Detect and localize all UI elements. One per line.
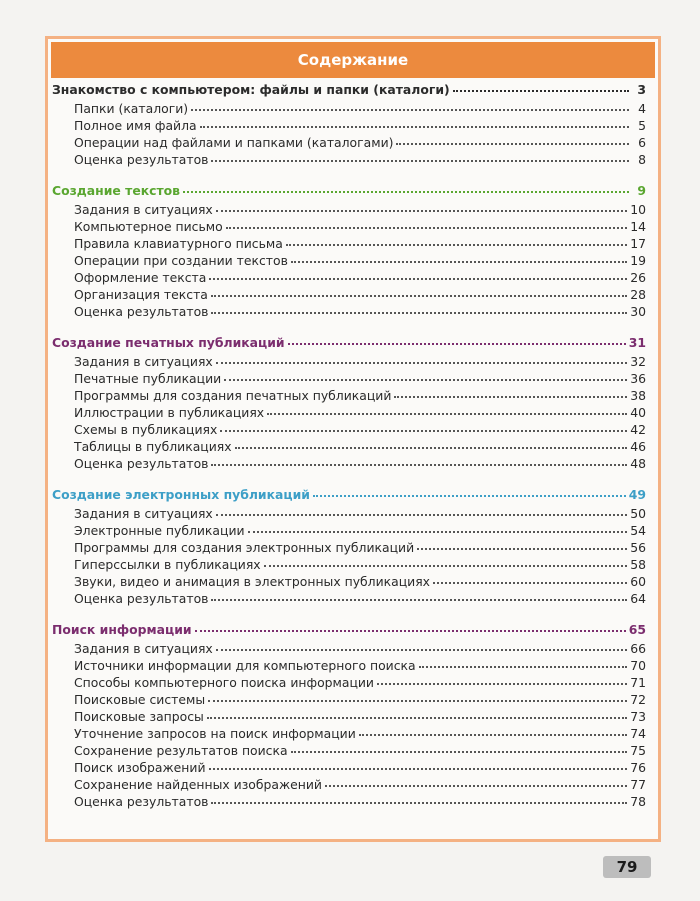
toc-entry-title: Уточнение запросов на поиск информации (74, 726, 356, 741)
section-gap (52, 320, 646, 333)
toc-entry-page: 50 (630, 506, 646, 521)
dot-leader (396, 133, 629, 145)
toc-entry-page: 28 (630, 287, 646, 302)
dot-leader (200, 116, 629, 128)
dot-leader (211, 792, 627, 804)
dot-leader (216, 352, 627, 364)
toc-entry-page: 36 (630, 371, 646, 386)
toc-entry-page: 77 (630, 777, 646, 792)
dot-leader (286, 234, 627, 246)
dot-leader (235, 437, 628, 449)
dot-leader (291, 741, 628, 753)
toc-entry-title: Источники информации для компьютерного поиска (74, 658, 416, 673)
toc-entry-title: Схемы в публикациях (74, 422, 218, 437)
dot-leader (208, 690, 627, 702)
toc-entry-page: 30 (630, 304, 646, 319)
toc-entry-title: Задания в ситуациях (74, 202, 213, 217)
toc-entry-page: 54 (630, 523, 646, 538)
page-number-badge (603, 856, 651, 878)
toc-entry-title: Операции над файлами и папками (каталогами) (74, 135, 394, 150)
toc-entry-title: Компьютерное письмо (74, 219, 223, 234)
toc-section-title: Создание печатных публикаций (52, 335, 285, 350)
toc-entry-title: Поисковые запросы (74, 709, 204, 724)
toc-header (51, 42, 655, 78)
toc-entry[interactable] (52, 556, 646, 573)
toc-entry-title: Организация текста (74, 287, 208, 302)
toc-entry-page: 14 (630, 219, 646, 234)
dot-leader (226, 217, 628, 229)
toc-section-page: 65 (628, 622, 646, 637)
dot-leader (453, 80, 629, 92)
toc-entry[interactable] (52, 539, 646, 556)
dot-leader (209, 268, 627, 280)
toc-entry-page: 38 (630, 388, 646, 403)
toc-entry[interactable] (52, 590, 646, 607)
toc-entry-title: Способы компьютерного поиска информации (74, 675, 374, 690)
toc-entry-title: Иллюстрации в публикациях (74, 405, 265, 420)
dot-leader (264, 555, 628, 567)
toc-entry-page: 74 (630, 726, 646, 741)
toc-entry[interactable] (52, 455, 646, 472)
toc-section-title: Поиск информации (52, 622, 192, 637)
toc-entry[interactable] (52, 505, 646, 522)
toc-entry-page: 76 (630, 760, 646, 775)
toc-entry-page: 46 (630, 439, 646, 454)
toc-entry[interactable] (52, 674, 646, 691)
dot-leader (417, 538, 627, 550)
toc-entry-title: Оценка результатов (74, 794, 209, 809)
toc-entry[interactable] (52, 421, 646, 438)
toc-entry[interactable] (52, 640, 646, 657)
dot-leader (291, 251, 627, 263)
dot-leader (209, 758, 628, 770)
toc-entry[interactable] (52, 522, 646, 539)
toc-entry-title: Сохранение найденных изображений (74, 777, 322, 792)
toc-entry[interactable] (52, 252, 646, 269)
toc-entry-title: Таблицы в публикациях (74, 439, 232, 454)
dot-leader (419, 656, 628, 668)
dot-leader (359, 724, 627, 736)
dot-leader (211, 150, 629, 162)
dot-leader (248, 521, 628, 533)
toc-entry-page: 66 (630, 641, 646, 656)
toc-entry-title: Задания в ситуациях (74, 506, 213, 521)
toc-section-heading[interactable] (52, 80, 646, 100)
toc-entry[interactable] (52, 742, 646, 759)
toc-entry-page: 78 (630, 794, 646, 809)
toc-entry[interactable] (52, 201, 646, 218)
toc-entry-title: Оценка результатов (74, 152, 209, 167)
toc-section-title: Создание текстов (52, 183, 181, 198)
toc-entry[interactable] (52, 370, 646, 387)
toc-section-heading[interactable] (52, 181, 646, 201)
dot-leader (313, 485, 626, 497)
toc-entry[interactable] (52, 235, 646, 252)
toc-entry-page: 70 (630, 658, 646, 673)
toc-entry-page: 75 (630, 743, 646, 758)
toc-entry-title: Задания в ситуациях (74, 641, 213, 656)
toc-section-heading[interactable] (52, 333, 646, 353)
toc-entry[interactable] (52, 353, 646, 370)
toc-entry[interactable] (52, 218, 646, 235)
toc-entry-title: Правила клавиатурного письма (74, 236, 283, 251)
toc-entry[interactable] (52, 776, 646, 793)
toc-entry-title: Оформление текста (74, 270, 207, 285)
dot-leader (267, 403, 627, 415)
toc-entry[interactable] (52, 793, 646, 810)
toc-entry-title: Программы для создания электронных публикаций (74, 540, 415, 555)
toc-entry-page: 5 (638, 118, 646, 133)
toc-entry[interactable] (52, 573, 646, 590)
toc-section-heading[interactable] (52, 620, 646, 640)
dot-leader (433, 572, 627, 584)
dot-leader (211, 589, 627, 601)
toc-entry-page: 58 (630, 557, 646, 572)
toc-entry-page: 72 (630, 692, 646, 707)
toc-entry[interactable] (52, 708, 646, 725)
dot-leader (288, 333, 626, 345)
toc-entry-title: Папки (каталоги) (74, 101, 189, 116)
toc-entry-page: 48 (630, 456, 646, 471)
toc-entry-page: 40 (630, 405, 646, 420)
dot-leader (220, 420, 627, 432)
toc-entry[interactable] (52, 286, 646, 303)
toc-section-page: 49 (628, 487, 646, 502)
toc-entry-title: Печатные публикации (74, 371, 222, 386)
toc-entry-title: Гиперссылки в публикациях (74, 557, 261, 572)
dot-leader (211, 285, 627, 297)
toc-entry[interactable] (52, 100, 646, 117)
toc-entry-page: 6 (638, 135, 646, 150)
dot-leader (216, 504, 627, 516)
toc-entry[interactable] (52, 691, 646, 708)
toc-entry[interactable] (52, 438, 646, 455)
toc-entry-page: 4 (638, 101, 646, 116)
toc-section-title: Создание электронных публикаций (52, 487, 310, 502)
toc-section-title: Знакомство с компьютером: файлы и папки (каталоги) (52, 82, 450, 97)
toc-entry-page: 19 (630, 253, 646, 268)
toc-entry-title: Программы для создания печатных публикаций (74, 388, 392, 403)
toc-entry-page: 56 (630, 540, 646, 555)
toc-entry[interactable] (52, 117, 646, 134)
toc-entry-title: Полное имя файла (74, 118, 197, 133)
section-gap (52, 607, 646, 620)
toc-entry-title: Оценка результатов (74, 456, 209, 471)
toc-entry-title: Звуки, видео и анимация в электронных публикациях (74, 574, 431, 589)
dot-leader (211, 302, 627, 314)
toc-entry[interactable] (52, 151, 646, 168)
toc-entry-title: Оценка результатов (74, 591, 209, 606)
toc-section-heading[interactable] (52, 485, 646, 505)
dot-leader (211, 454, 627, 466)
section-gap (52, 168, 646, 181)
toc-entry-title: Поиск изображений (74, 760, 206, 775)
dot-leader (195, 620, 626, 632)
toc-entry[interactable] (52, 759, 646, 776)
toc-section-page: 3 (637, 82, 646, 97)
toc-section-page: 31 (628, 335, 646, 350)
toc-section-page: 9 (637, 183, 646, 198)
toc-entry-page: 73 (630, 709, 646, 724)
toc-entry-title: Поисковые системы (74, 692, 206, 707)
toc-entry-page: 26 (630, 270, 646, 285)
toc-entry-page: 32 (630, 354, 646, 369)
toc-entry-page: 8 (638, 152, 646, 167)
toc-entry-page: 42 (630, 422, 646, 437)
dot-leader (191, 99, 629, 111)
toc-entry[interactable] (52, 387, 646, 404)
toc-header-title: Содержание (297, 51, 409, 69)
toc-entry-title: Задания в ситуациях (74, 354, 213, 369)
section-gap (52, 472, 646, 485)
toc-entry-page: 17 (630, 236, 646, 251)
toc-entry-page: 71 (630, 675, 646, 690)
dot-leader (224, 369, 627, 381)
dot-leader (394, 386, 627, 398)
toc-entry[interactable] (52, 303, 646, 320)
toc-entry-title: Электронные публикации (74, 523, 245, 538)
dot-leader (183, 181, 629, 193)
toc-entry[interactable] (52, 725, 646, 742)
dot-leader (216, 200, 627, 212)
toc-entry-title: Операции при создании текстов (74, 253, 288, 268)
dot-leader (325, 775, 627, 787)
toc-list (52, 80, 646, 810)
toc-entry-page: 60 (630, 574, 646, 589)
dot-leader (207, 707, 627, 719)
toc-entry-page: 10 (630, 202, 646, 217)
dot-leader (377, 673, 627, 685)
toc-entry[interactable] (52, 134, 646, 151)
toc-entry-page: 64 (630, 591, 646, 606)
toc-entry-title: Оценка результатов (74, 304, 209, 319)
toc-entry-title: Сохранение результатов поиска (74, 743, 288, 758)
toc-entry[interactable] (52, 657, 646, 674)
toc-entry[interactable] (52, 404, 646, 421)
toc-entry[interactable] (52, 269, 646, 286)
page-number: 79 (616, 858, 638, 876)
dot-leader (216, 639, 627, 651)
